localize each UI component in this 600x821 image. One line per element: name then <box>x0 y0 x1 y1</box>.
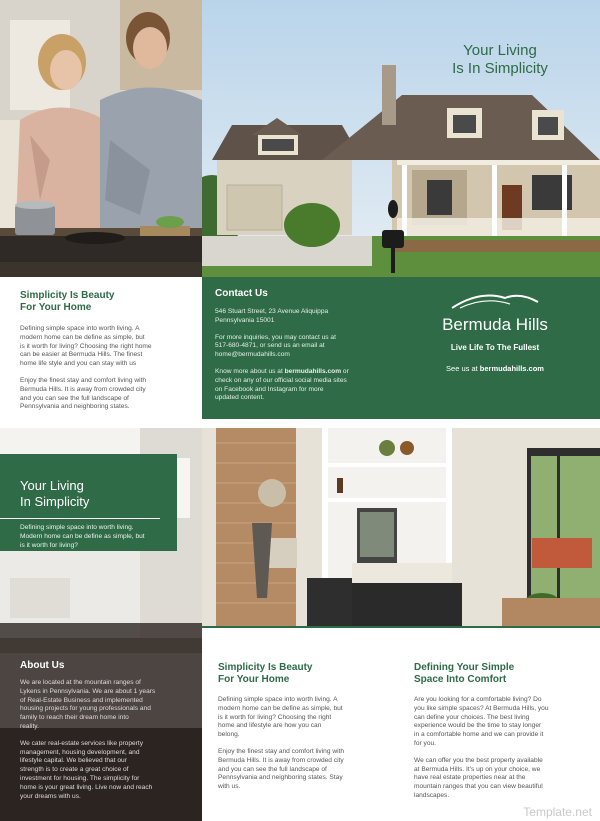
text-line: Enjoy the finest stay and comfort living with <box>20 376 147 384</box>
text-line: on Facebook and Instagram for more <box>215 385 324 393</box>
text-line: modern home can be define as simple, but <box>218 704 343 712</box>
text-line: investment for housing. The simplicity for <box>20 774 140 782</box>
hills-logo-icon <box>450 288 540 310</box>
text-line: can define your choices. The best living <box>414 713 530 721</box>
panel-simplicity-title <box>20 290 190 314</box>
text-line: reality. <box>20 722 39 730</box>
text-line: management, housing development, and <box>20 748 140 756</box>
text-line: is it worth for living? <box>20 541 78 549</box>
text-line: family to reach their dream home into <box>20 714 129 722</box>
about-paragraph-2 <box>20 740 192 802</box>
text-line: experience would be the time to stay longer <box>414 722 542 730</box>
text-line: can be easier at Bermuda Hills. The finest <box>20 351 143 359</box>
panel-mid-title <box>218 662 398 686</box>
brand-website-link[interactable]: bermudahills.com <box>479 364 544 373</box>
section-divider <box>202 626 600 628</box>
about-section <box>20 660 192 801</box>
text-line: your dreams with us. <box>20 792 81 800</box>
text-line: 546 Stuart Street, 23 Avenue Aliquippa <box>215 308 329 315</box>
panel-simplicity-paragraph-1 <box>20 325 190 369</box>
watermark: Template.net <box>523 805 592 819</box>
text-line: home life style and you can stay with us <box>20 360 137 368</box>
text-line: Pennsylvania and neighboring states. Stay <box>218 774 343 782</box>
text-line: home is your great living. Live now and reach <box>20 783 153 791</box>
text-line: for you. <box>414 739 436 747</box>
text-line: lifestyle capital. We believed that our <box>20 757 127 765</box>
text-line: and you can see the full landscape of <box>218 765 327 773</box>
title-line: Defining Your Simple <box>414 662 515 673</box>
text-line: Modern home can be define as simple, but <box>20 532 145 540</box>
text-line: Bermuda Hills. It is away from crowded city <box>20 385 146 393</box>
text-line: 517-680-4871, or send us an email at <box>215 342 325 350</box>
text-line: home and lifestyle are how you can <box>218 722 322 730</box>
text-line: of Real-Estate Business and implemented <box>20 696 143 704</box>
title-line: Simplicity Is Beauty <box>20 290 115 301</box>
text-line: Pennsylvania and neighboring states. <box>20 403 130 411</box>
text-line: you like simple spaces? At Bermuda Hills, you <box>414 704 549 712</box>
brand-tagline: Live Life To The Fullest <box>450 343 540 352</box>
text-line: check on any of our official social media sites <box>215 376 347 384</box>
text-line: We cater real-estate services like property <box>20 739 144 747</box>
panel-right-paragraph-2 <box>414 757 594 801</box>
text-line: Pennsylvania 15001 <box>215 316 275 324</box>
text-line: We can offer you the best property available <box>414 756 543 764</box>
text-line: home@bermudahills.com <box>215 351 290 359</box>
title-line: For Your Home <box>218 674 290 685</box>
green-box-title <box>20 478 89 510</box>
title-line: For Your Home <box>20 302 92 313</box>
text-line: Defining simple space into worth living. <box>20 524 134 531</box>
hero-title-line1: Your Living <box>463 42 537 59</box>
text-line: strength is to create a great choice of <box>20 766 129 774</box>
living-room-photo <box>202 428 600 628</box>
title-line: In Simplicity <box>20 494 90 509</box>
brand-website <box>420 364 570 373</box>
title-line: Your Living <box>20 478 84 493</box>
kitchen-couple-photo <box>0 0 202 277</box>
panel-simplicity-paragraph-2 <box>20 377 190 412</box>
hero-title <box>410 42 590 78</box>
text-line: landscapes. <box>414 791 450 799</box>
about-title: About Us <box>20 660 65 671</box>
text-line: in a comfortable home and we can provide it <box>414 731 544 739</box>
text-line: Lykens in Pennsylvania. We are about 1 years <box>20 687 156 695</box>
panel-mid-paragraph-2 <box>218 748 398 792</box>
text-line: is it worth for living? Choosing the right <box>218 713 332 721</box>
text-line: at Bermuda Hills. It's up on your choice, we <box>414 765 541 773</box>
text-line: and you can see the full landscape of <box>20 394 129 402</box>
house-photo <box>202 0 600 277</box>
panel-mid <box>218 662 398 792</box>
contact-address <box>215 308 390 326</box>
contact-inquiries <box>215 334 390 360</box>
text-line: Are you looking for a comfortable living? Do <box>414 696 542 703</box>
panel-right <box>414 662 594 801</box>
text-line: housing projects for young professionals and <box>20 705 151 713</box>
text-line: is it worth for living? Choosing the right home <box>20 342 152 350</box>
text-line: with us. <box>218 783 241 791</box>
contact-title: Contact Us <box>215 288 268 299</box>
text-line: have real estate properties near at the <box>414 774 526 782</box>
panel-right-paragraph-1 <box>414 696 594 749</box>
know-prefix: Know more about us at <box>215 367 285 375</box>
text-line: Bermuda Hills. It is away from crowded city <box>218 756 344 764</box>
text-line: mountain ranges that you can view beautiful <box>414 783 543 791</box>
text-line: updated content. <box>215 394 265 402</box>
text-line: We are located at the mountain ranges of <box>20 679 141 686</box>
about-paragraph-1 <box>20 679 192 732</box>
title-line: Space Into Comfort <box>414 674 507 685</box>
brand-section <box>420 288 570 373</box>
text-line: modern home can be define as simple, but <box>20 333 145 341</box>
title-line: Simplicity Is Beauty <box>218 662 313 673</box>
see-prefix: See us at <box>446 364 480 373</box>
text-line: Defining simple space into worth living. A <box>218 696 338 703</box>
hero-title-line2: Is In Simplicity <box>452 60 548 77</box>
text-line: Enjoy the finest stay and comfort living with <box>218 747 345 755</box>
know-suffix: or <box>341 367 349 375</box>
know-rest <box>215 377 390 403</box>
text-line: For more inquiries, you may contact us at <box>215 333 336 341</box>
panel-right-title <box>414 662 594 686</box>
divider <box>0 518 160 519</box>
text-line: Defining simple space into worth living. A <box>20 325 140 332</box>
contact-know-more <box>215 368 390 403</box>
website-link[interactable]: bermudahills.com <box>284 367 342 375</box>
panel-simplicity <box>20 290 190 412</box>
brand-name: Bermuda Hills <box>442 315 548 334</box>
green-box-body <box>20 524 145 550</box>
contact-section <box>215 288 390 403</box>
text-line: belong. <box>218 731 240 739</box>
green-box <box>0 454 177 551</box>
panel-mid-paragraph-1 <box>218 696 398 740</box>
